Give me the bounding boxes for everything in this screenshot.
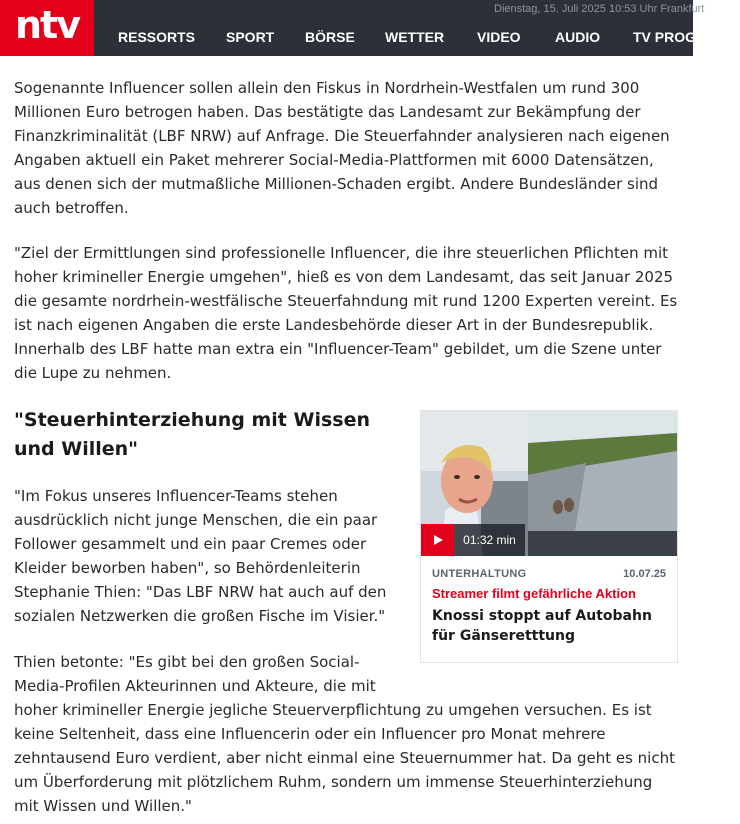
teaser-title[interactable]: Knossi stoppt auf Autobahn für Gänseretttung xyxy=(432,608,652,644)
paragraph-line: hoher krimineller Energie jegliche Steuerverpflichtung zu umgehen versuchen. Es ist xyxy=(14,701,652,719)
logo-text: ntv xyxy=(15,3,79,47)
article-paragraph-4 xyxy=(14,650,680,818)
nav-video[interactable]: VIDEO xyxy=(477,29,521,45)
video-teaser-card[interactable] xyxy=(420,410,678,663)
ntv-logo[interactable] xyxy=(0,0,94,56)
paragraph-line: keine Seltenheit, dass eine Influencerin oder ein Influencer pro Monat mehrere xyxy=(14,725,606,743)
paragraph-line: um Überforderung mit plötzlichem Ruhm, sondern um immense Steuerhinterziehung xyxy=(14,773,653,791)
date-time: Dienstag, 15. Juli 2025 10:53 Uhr Frankfurt xyxy=(494,3,705,15)
top-navigation-bar xyxy=(0,0,740,56)
article-subheading: "Steuerhinterziehung mit Wissen und Willen" xyxy=(14,409,370,460)
play-button[interactable] xyxy=(421,524,454,556)
nav-boerse[interactable]: BÖRSE xyxy=(305,29,355,45)
paragraph-line: Media-Profilen Akteurinnen und Akteure, die mit xyxy=(14,677,376,695)
article-paragraph-2: "Ziel der Ermittlungen sind professionelle Influencer, die ihre steuerlichen Pflichten mit hoher krimineller Energie umgehen", hieß es von dem Landesamt, das seit Januar 2025 die gesamte nordrhein-westfälische Steuerfahndung mit rund 1200 Experten vereint. Es ist nach eigenen Angaben die erste Landesbehörde dieser Art in der Bundesrepublik. Innerhalb des LBF hatte man extra ein "Influencer-Team" gebildet, um die Szene unter die Lupe zu nehmen. xyxy=(14,244,678,382)
teaser-kicker[interactable]: Streamer filmt gefährliche Aktion xyxy=(432,586,636,601)
article-paragraph-1: Sogenannte Influencer sollen allein den Fiskus in Nordrhein-Westfalen um rund 300 Millionen Euro betrogen haben. Das bestätigte das Landesamt zur Bekämpfung der Finanzkriminalität (LBF NRW) auf Anfrage. Die Steuerfahnder analysieren nach eigenen Angaben aktuell ein Paket mehrerer Social-Media-Plattformen mit 6000 Datensätzen, aus denen sich der mutmaßliche Millionen-Schaden ergibt. Andere Bundesländer sind auch betroffen. xyxy=(14,79,670,217)
play-icon xyxy=(432,534,444,546)
paragraph-line: Thien betonte: "Es gibt bei den großen Social- xyxy=(14,653,360,671)
nav-sport[interactable]: SPORT xyxy=(226,29,275,45)
nav-tv-programm[interactable]: TV PROGRAMM xyxy=(633,29,740,45)
video-thumbnail[interactable] xyxy=(421,411,677,556)
paragraph-line: mit Wissen und Willen." xyxy=(14,797,192,815)
nav-audio[interactable]: AUDIO xyxy=(555,29,601,45)
article-paragraph-3: "Im Fokus unseres Influencer-Teams stehen ausdrücklich nicht junge Menschen, die ein paar Follower gesammelt und ein paar Cremes oder Kleider beworben haben", so Behördenleiterin Stephanie Thien: "Das LBF NRW hat auch auf den sozialen Netzwerken die großen Fische im Visier." xyxy=(14,487,387,625)
teaser-category[interactable]: UNTERHALTUNG xyxy=(432,568,527,580)
nav-wetter[interactable]: WETTER xyxy=(385,29,445,45)
nav-ressorts[interactable]: RESSORTS xyxy=(118,29,196,45)
video-duration: 01:32 min xyxy=(454,524,525,556)
paragraph-line: zehntausend Euro verdient, aber nicht einmal eine Steuernummer hat. Da geht es nicht xyxy=(14,749,675,767)
teaser-date: 10.07.25 xyxy=(623,568,666,580)
